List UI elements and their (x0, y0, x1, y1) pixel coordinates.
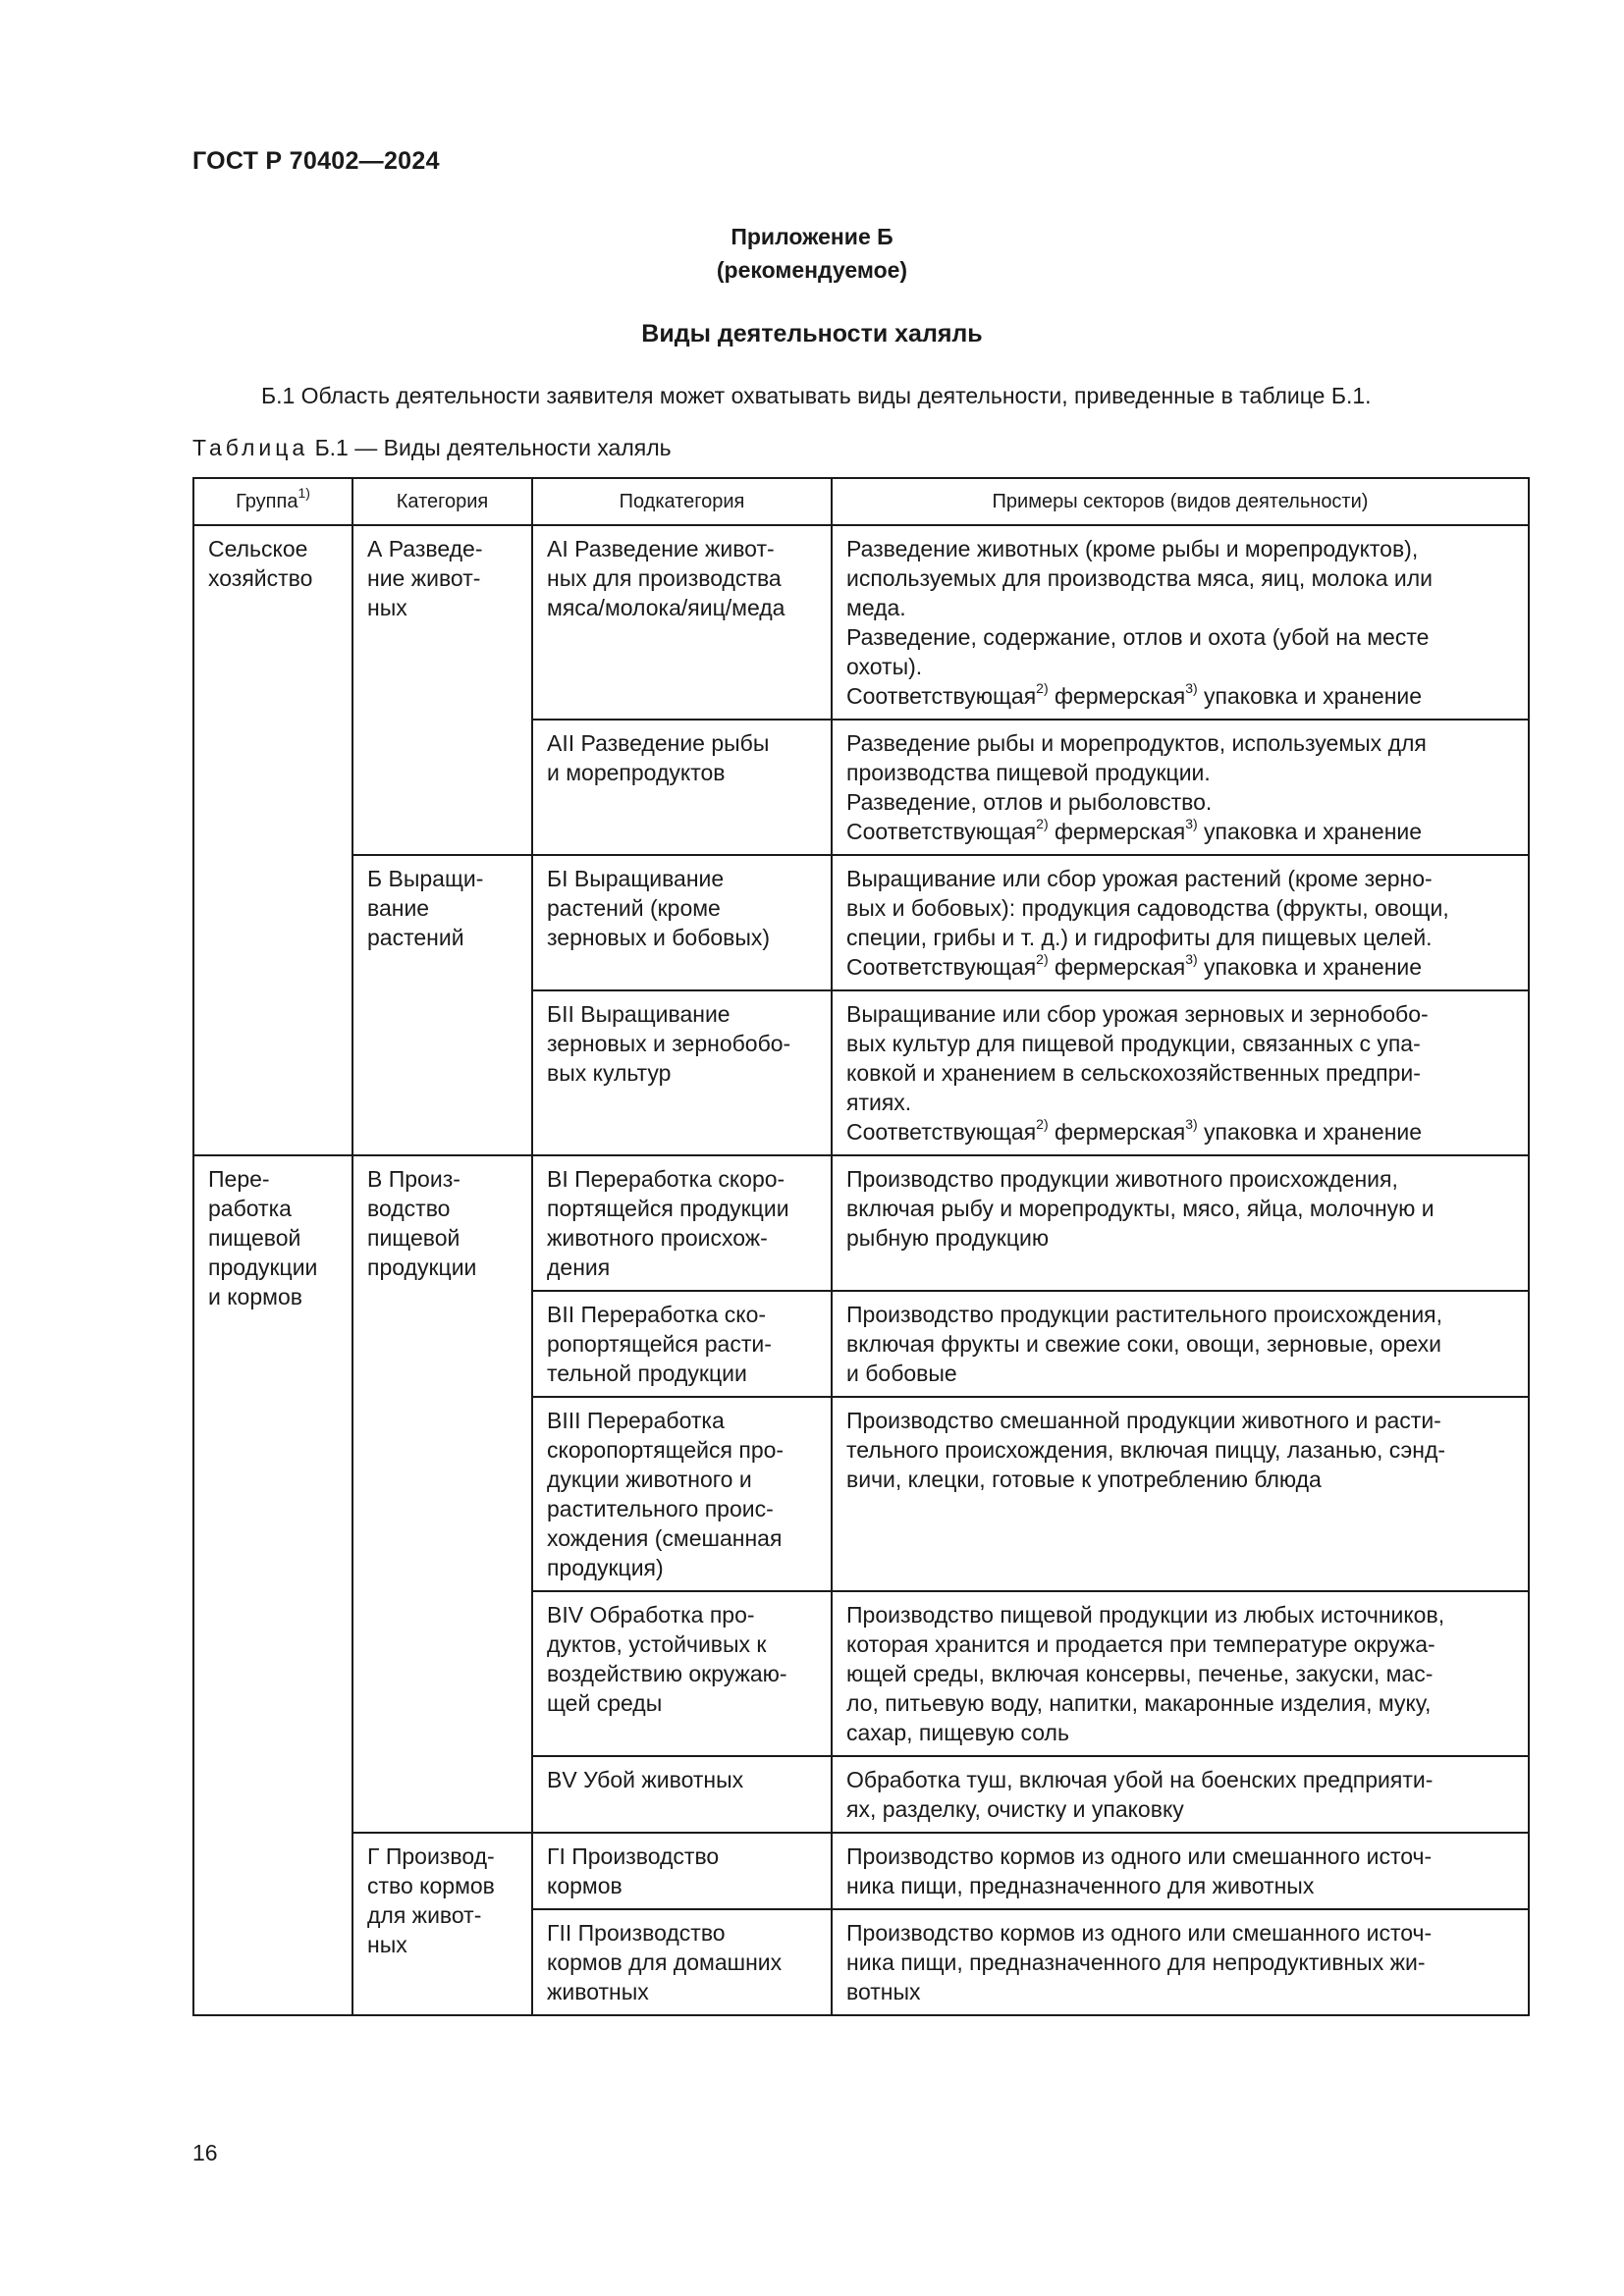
cell-line: растений (кроме (547, 895, 721, 921)
intro-paragraph: Б.1 Область деятельности заявителя может охватывать виды деятельности, приведенные в таблице Б.1. (261, 383, 1372, 408)
table-row (193, 855, 1529, 990)
table-row (193, 1155, 1529, 1291)
category-cell (352, 1833, 532, 2015)
cell-line: AI Разведение живот- (547, 536, 775, 561)
cell-line: дения (547, 1255, 611, 1280)
cell-line: BIV Обработка про- (547, 1602, 755, 1628)
farm-mid: фермерская (1048, 819, 1186, 844)
footnote-3: 3) (1185, 1116, 1198, 1133)
cell-line: вых культур для пищевой продукции, связанных с упа- (846, 1031, 1421, 1056)
cell-line: животного происхож- (547, 1225, 768, 1251)
cell-line: вых и бобовых): продукция садоводства (фрукты, овощи, (846, 895, 1449, 921)
activities-table (192, 477, 1530, 2016)
cell-line: AII Разведение рыбы (547, 730, 770, 756)
table-header-row (193, 478, 1529, 525)
header-subcategory: Подкатегория (532, 478, 832, 525)
header-category: Категория (352, 478, 532, 525)
cell-line: хозяйство (208, 565, 313, 591)
cell-line: растений (367, 925, 464, 950)
cell-line: портящейся продукции (547, 1196, 789, 1221)
examples-cell (832, 1756, 1529, 1833)
category-cell (352, 1155, 532, 1833)
cell-line: ющей среды, включая консервы, печенье, закуски, мас- (846, 1661, 1434, 1686)
farm-mid: фермерская (1048, 954, 1186, 980)
cell-line: сахар, пищевую соль (846, 1720, 1069, 1745)
cell-line: зерновых и бобовых) (547, 925, 771, 950)
cell-line: работка (208, 1196, 292, 1221)
footnote-2: 2) (1036, 1116, 1049, 1133)
cell-line: рыбную продукцию (846, 1225, 1050, 1251)
header-group (193, 478, 352, 525)
footnote-3: 3) (1185, 680, 1198, 697)
cell-line: Разведение рыбы и морепродуктов, используемых для (846, 730, 1427, 756)
footnote-2: 2) (1036, 951, 1049, 968)
cell-line: Разведение, отлов и рыболовство. (846, 789, 1213, 815)
cell-line: вотных (846, 1979, 921, 2004)
cell-line: тельного происхождения, включая пиццу, лазанью, сэнд- (846, 1437, 1446, 1463)
appendix-title: Приложение Б (731, 224, 893, 249)
header-group-label: Группа (236, 491, 298, 512)
farm-mid: фермерская (1048, 1119, 1186, 1145)
cell-line: животных (547, 1979, 649, 2004)
examples-cell (832, 1291, 1529, 1397)
cell-line: БII Выращивание (547, 1001, 731, 1027)
table-caption (192, 435, 672, 461)
cell-line: продукции (367, 1255, 477, 1280)
cell-line: меда. (846, 595, 906, 620)
farm-post: упаковка и хранение (1197, 683, 1423, 709)
cell-line: ство кормов (367, 1873, 495, 1898)
farm-packaging-line (846, 681, 1514, 711)
cell-line: тельной продукции (547, 1361, 747, 1386)
cell-line: Г Производ- (367, 1843, 495, 1869)
subcategory-cell (532, 1291, 832, 1397)
cell-line: BIII Переработка (547, 1408, 725, 1433)
cell-line: водство (367, 1196, 451, 1221)
cell-line: включая рыбу и морепродукты, мясо, яйца, молочную и (846, 1196, 1435, 1221)
cell-line: БI Выращивание (547, 866, 725, 891)
cell-line: вичи, клецки, готовые к употреблению блюда (846, 1467, 1322, 1492)
cell-line: ятиях. (846, 1090, 912, 1115)
cell-line: вание (367, 895, 430, 921)
cell-line: В Произ- (367, 1166, 460, 1192)
cell-line: ях, разделку, очистку и упаковку (846, 1796, 1184, 1822)
cell-line: для живот- (367, 1902, 482, 1928)
cell-line: BII Переработка ско- (547, 1302, 767, 1327)
cell-line: дукции животного и (547, 1467, 752, 1492)
cell-line: продукции (208, 1255, 318, 1280)
farm-pre: Соответствующая (846, 954, 1037, 980)
farm-post: упаковка и хранение (1197, 819, 1423, 844)
header-group-footnote: 1) (298, 485, 310, 502)
subcategory-cell (532, 1591, 832, 1756)
farm-post: упаковка и хранение (1197, 1119, 1423, 1145)
cell-line: мяса/молока/яиц/меда (547, 595, 785, 620)
footnote-2: 2) (1036, 816, 1049, 832)
cell-line: щей среды (547, 1690, 663, 1716)
footnote-3: 3) (1185, 816, 1198, 832)
subcategory-cell (532, 1756, 832, 1833)
farm-pre: Соответствующая (846, 1119, 1037, 1145)
cell-line: Производство продукции растительного происхождения, (846, 1302, 1443, 1327)
cell-line: Производство смешанной продукции животного и расти- (846, 1408, 1441, 1433)
cell-line: ГI Производство (547, 1843, 720, 1869)
cell-line: ние живот- (367, 565, 481, 591)
farm-pre: Соответствующая (846, 683, 1037, 709)
cell-line: BV Убой животных (547, 1767, 744, 1792)
cell-line: Производство кормов из одного или смешанного источ- (846, 1843, 1433, 1869)
examples-cell (832, 1155, 1529, 1291)
table-row (193, 1833, 1529, 1909)
category-cell (352, 855, 532, 1155)
cell-line: зерновых и зернобобо- (547, 1031, 791, 1056)
cell-line: хождения (смешанная (547, 1525, 783, 1551)
cell-line: Производство кормов из одного или смешанного источ- (846, 1920, 1433, 1946)
cell-line: ропортящейся расти- (547, 1331, 772, 1357)
footnote-3: 3) (1185, 951, 1198, 968)
cell-line: ника пищи, предназначенного для животных (846, 1873, 1315, 1898)
table-row (193, 525, 1529, 720)
cell-line: BI Переработка скоро- (547, 1166, 785, 1192)
examples-cell (832, 525, 1529, 720)
examples-cell (832, 1591, 1529, 1756)
subcategory-cell (532, 1397, 832, 1591)
farm-packaging-line (846, 952, 1514, 982)
header-examples: Примеры секторов (видов деятельности) (832, 478, 1529, 525)
cell-line: Сельское (208, 536, 308, 561)
cell-line: Пере- (208, 1166, 270, 1192)
cell-line: кормов для домашних (547, 1949, 783, 1975)
cell-line: охоты). (846, 654, 923, 679)
cell-line: включая фрукты и свежие соки, овощи, зерновые, орехи (846, 1331, 1441, 1357)
farm-packaging-line (846, 817, 1514, 846)
table-caption-text: Б.1 — Виды деятельности халяль (314, 435, 672, 460)
subcategory-cell (532, 855, 832, 990)
cell-line: Обработка туш, включая убой на боенских предприяти- (846, 1767, 1434, 1792)
cell-line: ковкой и хранением в сельскохозяйственных предпри- (846, 1060, 1421, 1086)
cell-line: кормов (547, 1873, 623, 1898)
cell-line: и бобовые (846, 1361, 957, 1386)
cell-line: специи, грибы и т. д.) и гидрофиты для пищевых целей. (846, 925, 1433, 950)
cell-line: вых культур (547, 1060, 672, 1086)
subcategory-cell (532, 1155, 832, 1291)
cell-line: Производство продукции животного происхождения, (846, 1166, 1398, 1192)
examples-cell (832, 1833, 1529, 1909)
examples-cell (832, 1397, 1529, 1591)
cell-line: Выращивание или сбор урожая зерновых и зернобобо- (846, 1001, 1429, 1027)
table-caption-word: Таблица (192, 435, 309, 460)
cell-line: и морепродуктов (547, 760, 726, 785)
farm-packaging-line (846, 1117, 1514, 1147)
cell-line: скоропортящейся про- (547, 1437, 785, 1463)
cell-line: ных (367, 1932, 407, 1957)
page-number: 16 (192, 2140, 218, 2165)
cell-line: используемых для производства мяса, яиц, молока или (846, 565, 1434, 591)
cell-line: ГII Производство (547, 1920, 726, 1946)
subcategory-cell (532, 1833, 832, 1909)
subcategory-cell (532, 1909, 832, 2015)
cell-line: Разведение, содержание, отлов и охота (убой на месте (846, 624, 1430, 650)
cell-line: дуктов, устойчивых к (547, 1631, 767, 1657)
cell-line: ных (367, 595, 407, 620)
category-cell (352, 525, 532, 855)
subcategory-cell (532, 720, 832, 855)
subcategory-cell (532, 525, 832, 720)
farm-post: упаковка и хранение (1197, 954, 1423, 980)
cell-line: ло, питьевую воду, напитки, макаронные изделия, муку, (846, 1690, 1432, 1716)
group-cell (193, 1155, 352, 2015)
cell-line: Производство пищевой продукции из любых источников, (846, 1602, 1445, 1628)
footnote-2: 2) (1036, 680, 1049, 697)
cell-line: ных для производства (547, 565, 782, 591)
cell-line: и кормов (208, 1284, 302, 1309)
cell-line: А Разведе- (367, 536, 483, 561)
cell-line: Б Выращи- (367, 866, 484, 891)
farm-pre: Соответствующая (846, 819, 1037, 844)
document-code: ГОСТ Р 70402—2024 (192, 147, 440, 175)
examples-cell (832, 1909, 1529, 2015)
examples-cell (832, 855, 1529, 990)
cell-line: пищевой (367, 1225, 460, 1251)
group-cell (193, 525, 352, 1155)
cell-line: воздействию окружаю- (547, 1661, 787, 1686)
cell-line: Разведение животных (кроме рыбы и морепродуктов), (846, 536, 1419, 561)
subcategory-cell (532, 990, 832, 1155)
section-title: Виды деятельности халяль (641, 320, 983, 347)
examples-cell (832, 720, 1529, 855)
examples-cell (832, 990, 1529, 1155)
cell-line: ника пищи, предназначенного для непродуктивных жи- (846, 1949, 1426, 1975)
farm-mid: фермерская (1048, 683, 1186, 709)
appendix-status: (рекомендуемое) (716, 257, 908, 283)
cell-line: производства пищевой продукции. (846, 760, 1211, 785)
cell-line: продукция) (547, 1555, 664, 1580)
cell-line: растительного проис- (547, 1496, 774, 1522)
cell-line: которая хранится и продается при температуре окружа- (846, 1631, 1435, 1657)
cell-line: пищевой (208, 1225, 301, 1251)
cell-line: Выращивание или сбор урожая растений (кроме зерно- (846, 866, 1433, 891)
